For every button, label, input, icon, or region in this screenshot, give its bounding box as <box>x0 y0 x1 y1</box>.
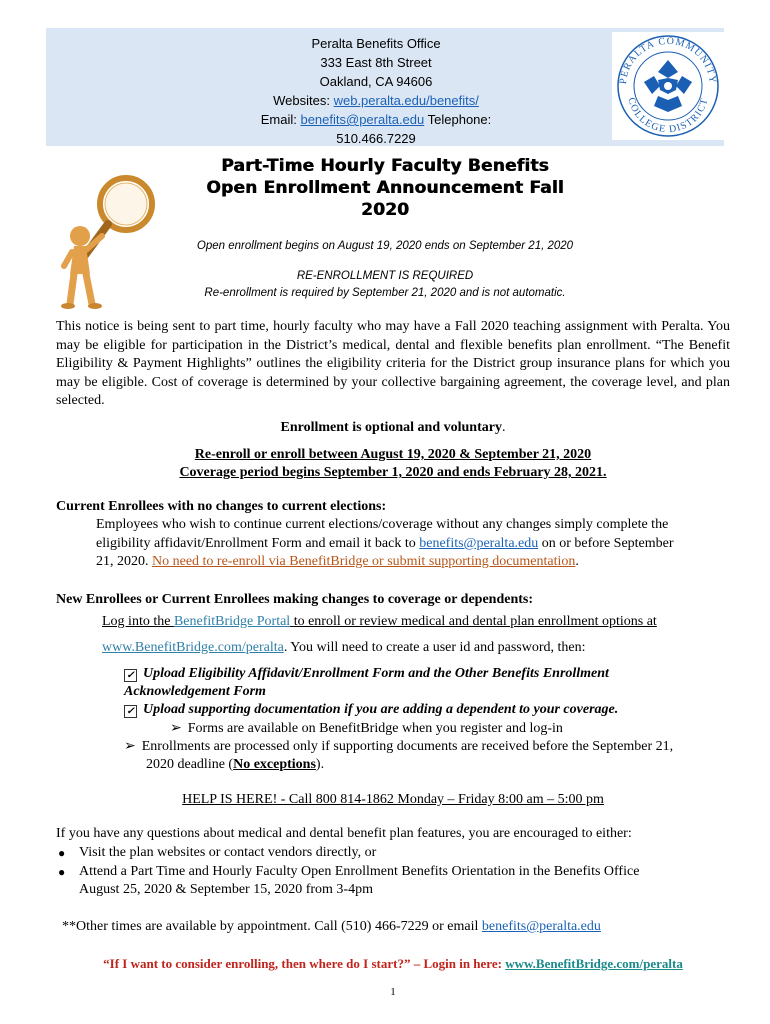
page-number: 1 <box>390 986 396 998</box>
question-bullet-2b: August 25, 2020 & September 15, 2020 from 3-4pm <box>79 882 373 897</box>
logo-text-top: PERALTA COMMUNITY <box>617 35 719 85</box>
optional-period: . <box>501 420 506 435</box>
page-title <box>160 155 610 221</box>
title-line-3: 2020 <box>360 200 410 220</box>
bullet-icon: ● <box>58 865 66 879</box>
header-box <box>46 28 724 146</box>
optional-statement <box>56 420 730 436</box>
email-link[interactable]: benefits@peralta.edu <box>300 112 425 127</box>
check2-text: Upload supporting documentation if you are adding a dependent to your coverage. <box>143 702 619 717</box>
arrow2a-text: Enrollments are processed only if supporting documents are received before the September 21, <box>141 739 674 754</box>
benefitbridge-url-link[interactable]: www.BenefitBridge.com/peralta <box>102 640 284 655</box>
current-text-1: Employees who wish to continue current elections/coverage without any changes simply complete the <box>96 517 669 532</box>
new-line-2 <box>102 640 722 656</box>
arrow1-text: Forms are available on BenefitBridge when you register and log-in <box>187 721 563 736</box>
current-text-3a: 21, 2020. <box>96 554 149 569</box>
new-line-1b: to enroll or review medical and dental plan enrollment options at <box>293 614 657 629</box>
city-address: Oakland, CA 94606 <box>319 74 433 89</box>
check1a-text: Upload Eligibility Affidavit/Enrollment Form and the Other Benefits Enrollment <box>143 666 609 681</box>
appointment-email-link[interactable]: benefits@peralta.edu <box>481 919 601 934</box>
arrow-bullet-icon: ➢ <box>170 721 182 736</box>
help-line: HELP IS HERE! - Call 800 814-1862 Monday – Friday 8:00 am – 5:00 pm <box>182 792 604 807</box>
current-text-2b: on or before September <box>541 536 674 551</box>
footer-benefitbridge-link[interactable]: www.BenefitBridge.com/peralta <box>505 956 683 971</box>
email-label: Email: <box>260 112 297 127</box>
arrow2b-text: 2020 deadline ( <box>146 757 234 772</box>
current-email-link[interactable]: benefits@peralta.edu <box>419 536 539 551</box>
benefitbridge-portal-link[interactable]: BenefitBridge Portal <box>173 614 291 629</box>
new-enrollees-heading: New Enrollees or Current Enrollees making changes to coverage or dependents: <box>56 592 534 607</box>
reenrollment-required-heading: RE-ENROLLMENT IS REQUIRED <box>296 270 474 282</box>
bullet-icon: ● <box>58 846 66 860</box>
website-link[interactable]: web.peralta.edu/benefits/ <box>333 93 479 108</box>
peralta-logo <box>612 32 724 140</box>
office-name: Peralta Benefits Office <box>311 36 441 51</box>
checkbox-checked-icon: ✓ <box>124 669 137 682</box>
arrow-bullet-icon: ➢ <box>124 739 136 754</box>
new-line-1a: Log into the <box>102 614 171 629</box>
current-text-3 <box>96 554 726 570</box>
check1b-text: Acknowledgement Form <box>124 684 266 699</box>
new-line-2b: . You will need to create a user id and password, then: <box>283 640 586 655</box>
arrow-item-2-cont <box>146 757 324 773</box>
arrow-item-1 <box>170 720 730 737</box>
contact-block <box>176 34 576 148</box>
arrow2c-text: ). <box>315 757 325 772</box>
street-address: 333 East 8th Street <box>320 55 432 70</box>
appointment-text: **Other times are available by appointment. Call (510) 466-7229 or email <box>62 919 479 934</box>
websites-line <box>176 91 576 110</box>
title-line-1: Part-Time Hourly Faculty Benefits <box>221 156 549 176</box>
websites-label: Websites: <box>273 93 330 108</box>
appointment-line <box>62 919 732 935</box>
reenrollment-required-detail: Re-enrollment is required by September 21, 2020 and is not automatic. <box>204 287 566 299</box>
enrollment-period-notice: Open enrollment begins on August 19, 2020 ends on September 21, 2020 <box>196 240 574 252</box>
arrow-item-2 <box>124 738 734 755</box>
no-reenroll-link[interactable]: No need to re-enroll via BenefitBridge or submit supporting documentation <box>152 554 576 569</box>
questions-intro: If you have any questions about medical and dental benefit plan features, you are encouraged to either: <box>56 826 632 841</box>
checklist-item-2 <box>124 702 724 718</box>
question-bullet-1: Visit the plan websites or contact vendors directly, or <box>79 845 377 860</box>
intro-paragraph: This notice is being sent to part time, hourly faculty who may have a Fall 2020 teaching assignment with Peralta. You may be eligible for participation in the District’s medical, dental and flexible benefits plan enrollment. “The Benefit Eligibility & Payment Highlights” outlines the eligibility criteria for the District group insurance plans for which you may be eligible. Cost of coverage is determined by your collective bargaining agreement, the coverage level, and plan selected. <box>56 319 730 408</box>
checkbox-checked-icon: ✓ <box>124 705 137 718</box>
footer-question: “If I want to consider enrolling, then where do I start?” – Login in here: <box>103 956 502 971</box>
enroll-dates-line: Re-enroll or enroll between August 19, 2020 & September 21, 2020 <box>194 447 592 462</box>
checklist-item-1 <box>124 666 724 682</box>
logo-text-bottom: COLLEGE DISTRICT <box>625 96 711 136</box>
question-bullet-2a: Attend a Part Time and Hourly Faculty Open Enrollment Benefits Orientation in the Benefits Office <box>79 864 640 879</box>
telephone-label: Telephone: <box>427 112 492 127</box>
no-exceptions-text: No exceptions <box>233 757 316 772</box>
new-line-1 <box>102 614 722 630</box>
current-text-3b: . <box>575 554 579 569</box>
magnifier-figure-icon <box>56 170 162 310</box>
title-line-2: Open Enrollment Announcement Fall <box>206 178 564 198</box>
footer-line <box>56 956 730 972</box>
current-text-2a: eligibility affidavit/Enrollment Form and email it back to <box>96 536 416 551</box>
current-enrollees-heading: Current Enrollees with no changes to current elections: <box>56 499 387 514</box>
coverage-period-line: Coverage period begins September 1, 2020 and ends February 28, 2021. <box>179 465 607 480</box>
optional-text: Enrollment is optional and voluntary <box>280 420 502 435</box>
email-line <box>176 110 576 129</box>
phone-number: 510.466.7229 <box>336 131 416 146</box>
current-text-2 <box>96 536 726 552</box>
